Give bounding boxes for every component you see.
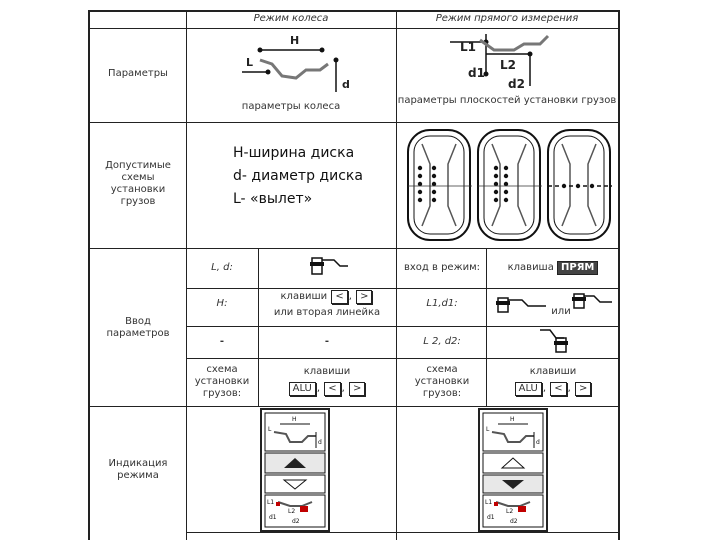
input-keys-scheme-left	[260, 366, 394, 396]
wheel-label-H: H	[290, 34, 300, 47]
input-label-L2d2: L 2, d2:	[423, 336, 461, 347]
key-comma-3: ,	[341, 383, 345, 394]
svg-text:L: L	[268, 426, 272, 433]
key-left-right[interactable]: <	[550, 382, 566, 396]
note-offset: L- «вылет»	[233, 191, 313, 207]
plane-label-L1: L1	[460, 40, 476, 54]
caption-wheel-params: параметры колеса	[241, 101, 341, 112]
key-alu[interactable]: ALU	[289, 382, 316, 396]
key-comma-2: ,	[316, 383, 321, 394]
input-or-text: или	[551, 306, 571, 317]
input-col-right	[486, 248, 487, 406]
note-diameter: d- диаметр диска	[233, 168, 363, 184]
row-label-schemes: Допустимые схемы установки грузов	[105, 160, 171, 207]
header-wheel-mode: Режим колеса	[253, 13, 329, 24]
key-right[interactable]: >	[356, 290, 372, 304]
plane-label-d1: d1	[468, 66, 485, 80]
input-label-scheme-right: схема установки грузов:	[414, 364, 470, 399]
indicator-panel-wheel	[260, 408, 330, 532]
input-label-enter-mode: вход в режим:	[403, 262, 480, 273]
arm-position-2-icon	[570, 288, 616, 314]
wheel-label-L: L	[246, 56, 254, 69]
input-keys-scheme-right	[488, 366, 618, 396]
grid-col-1	[186, 10, 187, 540]
caption-plane-params: параметры плоскостей установки грузов	[397, 95, 617, 106]
key-left[interactable]: <	[331, 290, 347, 304]
svg-text:d1: d1	[269, 514, 277, 521]
indicator-direct-display	[480, 410, 546, 530]
input-row-3	[186, 358, 618, 359]
input-label-H: H:	[216, 298, 228, 309]
indicator-panel-direct	[478, 408, 548, 532]
scheme-3	[548, 130, 612, 240]
grid-row-2	[88, 122, 620, 123]
svg-text:L1: L1	[267, 499, 275, 506]
grid-row-3	[88, 248, 620, 249]
key-comma-5: ,	[567, 383, 571, 394]
arm-position-1-icon	[494, 292, 550, 318]
svg-text:L2: L2	[288, 508, 296, 515]
svg-text:L: L	[486, 426, 490, 433]
input-enter-mode-key	[488, 261, 618, 275]
input-label-Ld: L, d:	[211, 262, 233, 273]
weight-schemes-diagram	[402, 124, 616, 246]
keys-text-scheme-left: клавиши	[303, 366, 351, 377]
note-list	[233, 142, 363, 211]
grid-col-2	[396, 10, 397, 540]
grid-left	[88, 10, 90, 540]
input-row-1	[186, 288, 618, 289]
input-label-dash: -	[219, 336, 225, 347]
input-label-L1d1: L1,d1:	[426, 298, 458, 309]
svg-text:H: H	[292, 416, 297, 423]
key-direct[interactable]: ПРЯМ	[557, 261, 598, 275]
svg-text:d2: d2	[510, 518, 518, 525]
svg-text:H: H	[510, 416, 515, 423]
svg-text:L2: L2	[506, 508, 514, 515]
arm-position-3-icon	[534, 326, 580, 358]
key-comma-4: ,	[542, 383, 547, 394]
svg-text:d1: d1	[487, 514, 495, 521]
svg-text:d: d	[536, 439, 540, 446]
header-direct-mode: Режим прямого измерения	[435, 13, 579, 24]
input-keys-H	[260, 290, 394, 319]
row-label-params: Параметры	[108, 68, 168, 79]
scheme-1	[408, 130, 472, 240]
grid-right	[618, 10, 620, 540]
gauge-arm-icon	[308, 252, 352, 282]
second-ruler-text: или вторая линейка	[273, 307, 381, 318]
grid-row-5	[186, 532, 618, 533]
scheme-2	[478, 130, 542, 240]
indicator-wheel-display	[262, 410, 328, 530]
input-col-left	[258, 248, 259, 406]
key-comma: ,	[348, 291, 352, 302]
svg-text:d: d	[318, 439, 322, 446]
key-right-2[interactable]: >	[349, 382, 365, 396]
plane-label-L2: L2	[500, 58, 516, 72]
note-width: H-ширина диска	[233, 145, 355, 161]
key-right-right[interactable]: >	[575, 382, 591, 396]
key-alu-right[interactable]: ALU	[515, 382, 542, 396]
svg-text:L1: L1	[485, 499, 493, 506]
row-label-indication: Индикация режима	[108, 458, 168, 481]
svg-text:d2: d2	[292, 518, 300, 525]
row-label-input: Ввод параметров	[106, 316, 170, 339]
keys-text-scheme-right: клавиши	[529, 366, 577, 377]
plane-label-d2: d2	[508, 77, 525, 91]
wheel-label-d: d	[342, 78, 350, 91]
key-left-2[interactable]: <	[324, 382, 340, 396]
input-label-scheme-left: схема установки грузов:	[194, 364, 250, 399]
enter-mode-text: клавиша	[507, 262, 554, 273]
input-value-dash: -	[324, 336, 330, 347]
grid-row-4	[88, 406, 620, 407]
keys-text-H: клавиши	[280, 291, 328, 302]
grid-top	[88, 10, 620, 12]
